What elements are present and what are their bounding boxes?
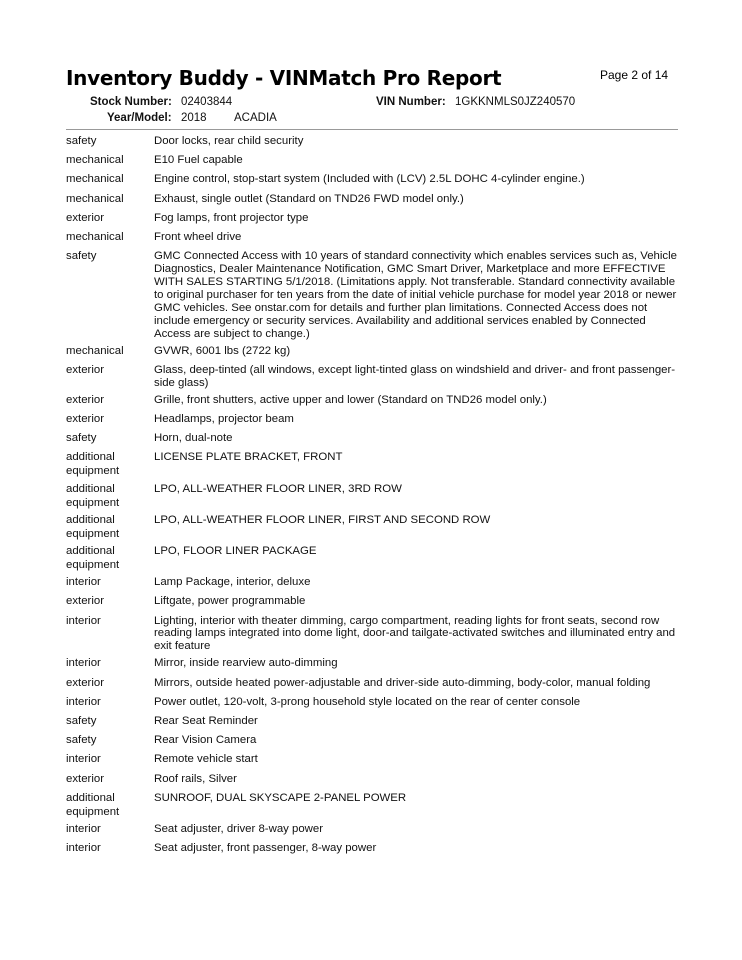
feature-description: Grille, front shutters, active upper and lower (Standard on TND26 model only.) (154, 393, 547, 406)
feature-row (66, 676, 678, 692)
feature-category: additional equipment (66, 482, 120, 509)
feature-description: Liftgate, power programmable (154, 595, 306, 608)
feature-category: additional equipment (66, 791, 120, 818)
feature-description: Lighting, interior with theater dimming, cargo compartment, reading lights for front seats, second row reading lamps integrated into dome light, door-and tailgate-activated switches and illuminated entry and exit feature (154, 614, 676, 653)
feature-description: E10 Fuel capable (154, 154, 243, 167)
feature-description: SUNROOF, DUAL SKYSCAPE 2-PANEL POWER (154, 791, 407, 804)
feature-row (66, 714, 678, 730)
feature-description: LICENSE PLATE BRACKET, FRONT (154, 451, 343, 464)
feature-row (66, 695, 678, 711)
year-value: 2018 (181, 112, 207, 124)
feature-list (66, 134, 678, 860)
feature-description: Roof rails, Silver (154, 772, 237, 785)
feature-category: additional equipment (66, 513, 120, 540)
feature-description: Front wheel drive (154, 230, 242, 243)
feature-category: safety (66, 715, 97, 727)
feature-category: interior (66, 695, 101, 708)
feature-category: interior (66, 657, 101, 670)
feature-category: exterior (66, 393, 104, 406)
feature-description: Horn, dual-note (154, 432, 233, 445)
feature-row (66, 614, 678, 654)
feature-description: LPO, ALL-WEATHER FLOOR LINER, FIRST AND SECOND ROW (154, 513, 491, 526)
feature-category: exterior (66, 772, 104, 785)
feature-row (66, 344, 678, 360)
feature-description: Glass, deep-tinted (all windows, except light-tinted glass on windshield and driver- and front passenger-side glass) (154, 363, 676, 389)
feature-category: exterior (66, 413, 104, 426)
feature-category: mechanical (66, 230, 124, 243)
feature-row (66, 192, 678, 208)
feature-row (66, 249, 678, 340)
feature-category: additional equipment (66, 451, 120, 478)
feature-description: Mirror, inside rearview auto-dimming (154, 657, 338, 670)
feature-category: exterior (66, 211, 104, 224)
feature-description: LPO, FLOOR LINER PACKAGE (154, 544, 317, 557)
feature-row (66, 450, 678, 478)
feature-description: GVWR, 6001 lbs (2722 kg) (154, 344, 291, 357)
feature-row (66, 412, 678, 428)
feature-description: Rear Vision Camera (154, 734, 257, 747)
feature-description: Power outlet, 120-volt, 3-prong household style located on the rear of center console (154, 695, 581, 708)
feature-description: Engine control, stop-start system (Included with (LCV) 2.5L DOHC 4-cylinder engine.) (154, 173, 585, 186)
feature-description: GMC Connected Access with 10 years of standard connectivity which enables services such as, Vehicle Diagnostics, Dealer Maintenance Notification, GMC Smart Driver, Marketplace and more EFFECTIVE WITH SALES STARTING 5/1/2018. (Limitations apply. Not transferable. Standard connectivity available to original purchaser for ten years from the date of initial vehicle purchase for model year 2018 or newer GMC vehicles. See onstar.com for details and further plan limitations. Connected Access does not include emergency or security services. Availability and additional services enabled by Connected Access are subject to change.) (154, 250, 677, 340)
feature-category: safety (66, 734, 97, 747)
feature-description: Rear Seat Reminder (154, 715, 258, 727)
feature-row (66, 230, 678, 246)
feature-description: Seat adjuster, front passenger, 8-way power (154, 842, 377, 855)
feature-category: interior (66, 753, 101, 766)
year-model-label: Year/Model: (107, 112, 172, 124)
feature-description: Lamp Package, interior, deluxe (154, 576, 311, 589)
page-number: Page 2 of 14 (600, 68, 669, 82)
feature-category: interior (66, 822, 101, 835)
feature-category: safety (66, 432, 97, 445)
feature-row (66, 733, 678, 749)
feature-category: additional equipment (66, 544, 120, 571)
feature-category: exterior (66, 595, 104, 608)
feature-category: interior (66, 842, 101, 855)
model-value: ACADIA (234, 112, 277, 124)
stock-number-value: 02403844 (181, 96, 233, 108)
feature-row (66, 752, 678, 768)
feature-row (66, 575, 678, 591)
header-divider (66, 129, 678, 130)
feature-category: interior (66, 614, 101, 627)
feature-row (66, 822, 678, 838)
feature-description: Remote vehicle start (154, 753, 258, 766)
stock-number-label: Stock Number: (90, 96, 172, 108)
vin-number-label: VIN Number: (376, 96, 446, 108)
feature-row (66, 594, 678, 610)
feature-row (66, 544, 678, 572)
feature-description: Headlamps, projector beam (154, 413, 294, 426)
feature-category: mechanical (66, 173, 124, 186)
feature-row (66, 153, 678, 169)
feature-category: exterior (66, 676, 104, 689)
feature-description: Exhaust, single outlet (Standard on TND26 FWD model only.) (154, 192, 464, 205)
feature-category: exterior (66, 363, 104, 376)
feature-row (66, 656, 678, 672)
feature-row (66, 791, 678, 819)
report-title: Inventory Buddy - VINMatch Pro Report (66, 66, 502, 90)
feature-category: mechanical (66, 154, 124, 167)
feature-row (66, 841, 678, 857)
feature-row (66, 134, 678, 150)
feature-row (66, 513, 678, 541)
feature-row (66, 211, 678, 227)
feature-row (66, 431, 678, 447)
feature-row (66, 172, 678, 188)
feature-category: safety (66, 250, 97, 263)
feature-category: mechanical (66, 344, 124, 357)
feature-description: Door locks, rear child security (154, 135, 304, 147)
feature-row (66, 482, 678, 510)
feature-description: LPO, ALL-WEATHER FLOOR LINER, 3RD ROW (154, 482, 402, 495)
feature-category: safety (66, 135, 97, 147)
feature-description: Mirrors, outside heated power-adjustable and driver-side auto-dimming, body-color, manual folding (154, 676, 651, 689)
feature-category: interior (66, 576, 101, 589)
feature-description: Fog lamps, front projector type (154, 211, 309, 224)
feature-row (66, 772, 678, 788)
vin-number-value: 1GKKNMLS0JZ240570 (455, 96, 576, 108)
feature-category: mechanical (66, 192, 124, 205)
feature-row (66, 393, 678, 409)
feature-row (66, 363, 678, 390)
feature-description: Seat adjuster, driver 8-way power (154, 822, 324, 835)
